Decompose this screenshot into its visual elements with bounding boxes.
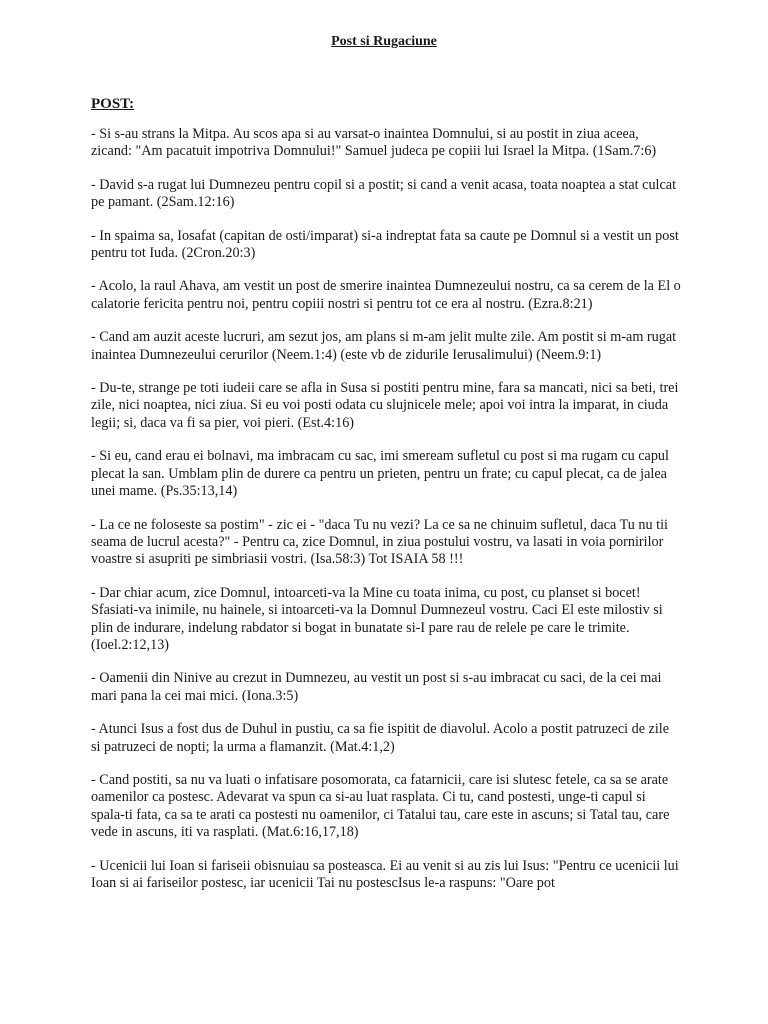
paragraph: - Cand postiti, sa nu va luati o infatisare posomorata, ca fatarnicii, care isi slutesc fetele, ca sa se arate oamenilor ca postesc. Adevarat va spun ca si-au luat rasplata. Ci tu, cand postesti, unge-ti capul si spala-ti fata, ca sa te arati ca postesti nu oamenilor, ci Tatalui tau, care este in ascuns; si Tatal tau, care vede in ascuns, iti va rasplati. (Mat.6:16,17,18)	[91, 771, 670, 841]
paragraph: - Acolo, la raul Ahava, am vestit un post de smerire inaintea Dumnezeului nostru, ca sa cerem de la El o calatorie fericita pentru noi, pentru copiii nostri si pentru tot ce era al nostru. (Ezra.8:21)	[91, 278, 681, 312]
document-title: Post si Rugaciune	[331, 34, 437, 49]
paragraph: - Si eu, cand erau ei bolnavi, ma imbracam cu sac, imi smeream sufletul cu post si ma rugam cu capul plecat la san. Umblam plin de durere ca pentru un prieten, pentru un frate; cu capul plecat, ca de jalea unei mame. (Ps.35:13,14)	[91, 448, 669, 500]
paragraph: - Ucenicii lui Ioan si fariseii obisnuiau sa posteasca. Ei au venit si au zis lui Isus: "Pentru ce ucenicii lui Ioan si ai fariseilor postesc, iar ucenicii Tai nu postescIsus le-a raspuns: "Oare pot	[91, 857, 679, 891]
paragraph: - La ce ne foloseste sa postim" - zic ei - "daca Tu nu vezi? La ce sa ne chinuim sufletul, daca Tu nu tii seama de lucrul acesta?" - Pentru ca, zice Domnul, in ziua postului vostru, va lasati in voia pornirilor voastre si asupriti pe simbriasii vostri. (Isa.58:3) Tot ISAIA 58 !!!	[91, 516, 668, 568]
paragraph: - Dar chiar acum, zice Domnul, intoarceti-va la Mine cu toata inima, cu post, cu planset si bocet! Sfasiati-va inimile, nu hainele, si intoarceti-va la Domnul Dumnezeul vostru. Caci El este milostiv si plin de indurare, indelung rabdator si bogat in bunatate si-I pare rau de relele pe care le trimite. (Ioel.2:12,13)	[91, 584, 663, 653]
paragraph: - David s-a rugat lui Dumnezeu pentru copil si a postit; si cand a venit acasa, toata noaptea a stat culcat pe pamant. (2Sam.12:16)	[91, 176, 677, 211]
paragraph: - Du-te, strange pe toti iudeii care se afla in Susa si postiti pentru mine, fara sa mancati, nici sa beti, trei zile, nici noaptea, nici ziua. Si eu voi posti odata cu slujnicele mele; apoi voi intra la imparat, in ciuda legii; si, daca va fi sa pier, voi pieri. (Est.4:16)	[91, 380, 679, 431]
paragraph: - In spaima sa, Iosafat (capitan de osti/imparat) si-a indreptat fata sa caute pe Domnul si a vestit un post pentru tot Iuda. (2Cron.20:3)	[91, 227, 679, 262]
paragraph: - Atunci Isus a fost dus de Duhul in pustiu, ca sa fie ispitit de diavolul. Acolo a postit patruzeci de zile si patruzeci de nopti; la urma a flamanzit. (Mat.4:1,2)	[91, 721, 670, 755]
section-heading-post: POST:	[91, 96, 135, 112]
paragraph: - Oamenii din Ninive au crezut in Dumnezeu, au vestit un post si s-au imbracat cu saci, de la cei mai mari pana la cei mai mici. (Iona.3:5)	[91, 670, 662, 704]
paragraph-list	[91, 126, 681, 908]
paragraph: - Cand am auzit aceste lucruri, am sezut jos, am plans si m-am jelit multe zile. Am postit si m-am rugat inaintea Dumnezeului cerurilor (Neem.1:4) (este vb de zidurile Ierusalimului) (Neem.9:1)	[91, 329, 677, 363]
paragraph: - Si s-au strans la Mitpa. Au scos apa si au varsat-o inaintea Domnului, si au postit in ziua aceea, zicand: "Am pacatuit impotriva Domnului!" Samuel judeca pe copiii lui Israel la Mitpa. (1Sam.7:6)	[91, 126, 657, 160]
